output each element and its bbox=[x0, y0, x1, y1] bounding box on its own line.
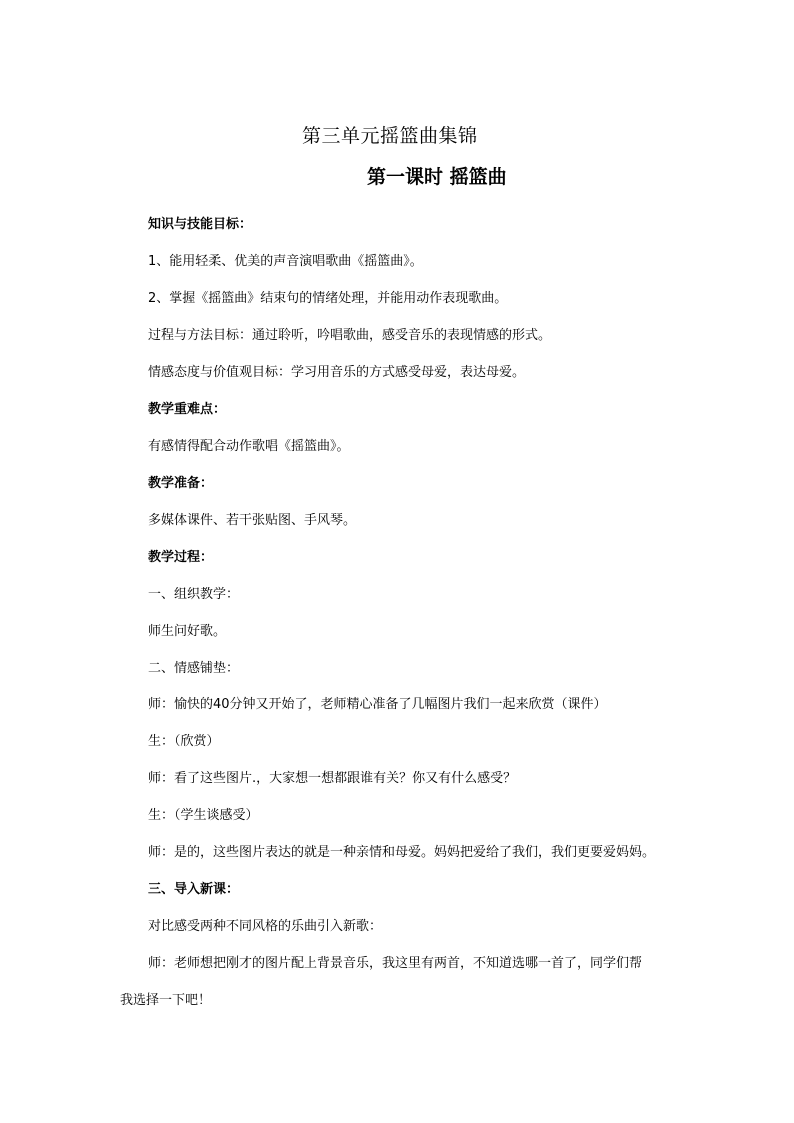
process-step-1-heading: 一、组织教学： bbox=[148, 587, 240, 602]
student-line-2: 生：（学生谈感受） bbox=[148, 808, 259, 823]
student-line-1: 生：（欣赏） bbox=[148, 734, 220, 749]
process-method-goal: 过程与方法目标：通过聆听，吟唱歌曲，感受音乐的表现情感的形式。 bbox=[148, 328, 552, 343]
preparation-text: 多媒体课件、若干张贴图、手风琴。 bbox=[148, 513, 357, 528]
teacher-line-2: 师：看了这些图片.，大家想一想都跟谁有关？你又有什么感受？ bbox=[148, 771, 517, 786]
section-heading-knowledge-goals: 知识与技能目标： bbox=[148, 217, 253, 232]
process-step-2-heading: 二、情感铺垫： bbox=[148, 661, 240, 676]
teacher-line-3: 师：是的，这些图片表达的就是一种亲情和母爱。妈妈把爱给了我们，我们更要爱妈妈。 bbox=[148, 845, 656, 860]
section-heading-process: 教学过程： bbox=[148, 550, 214, 565]
goal-item-2: 2、掌握《摇篮曲》结束句的情绪处理，并能用动作表现歌曲。 bbox=[148, 291, 508, 306]
teacher-line-1: 师：愉快的40分钟又开始了，老师精心准备了几幅图片我们一起来欣赏（课件） bbox=[148, 697, 607, 712]
teacher-line-4: 师：老师想把刚才的图片配上背景音乐，我这里有两首，不知道选哪一首了，同学们帮 bbox=[148, 956, 643, 971]
process-step-3-heading: 三、导入新课： bbox=[148, 882, 240, 897]
intro-text: 对比感受两种不同风格的乐曲引入新歌： bbox=[148, 919, 383, 934]
goal-item-1: 1、能用轻柔、优美的声音演唱歌曲《摇篮曲》。 bbox=[148, 254, 423, 269]
teacher-line-4-continued: 我选择一下吧！ bbox=[120, 993, 212, 1008]
key-points-text: 有感情得配合动作歌唱《摇篮曲》。 bbox=[148, 439, 350, 454]
process-step-1-text: 师生问好歌。 bbox=[148, 624, 227, 639]
section-heading-preparation: 教学准备： bbox=[148, 476, 214, 491]
emotion-value-goal: 情感态度与价值观目标：学习用音乐的方式感受母爱，表达母爱。 bbox=[148, 365, 526, 380]
document-title: 第三单元摇篮曲集锦 bbox=[302, 125, 478, 147]
section-heading-key-points: 教学重难点： bbox=[148, 402, 227, 417]
lesson-subtitle: 第一课时 摇篮曲 bbox=[367, 166, 507, 188]
